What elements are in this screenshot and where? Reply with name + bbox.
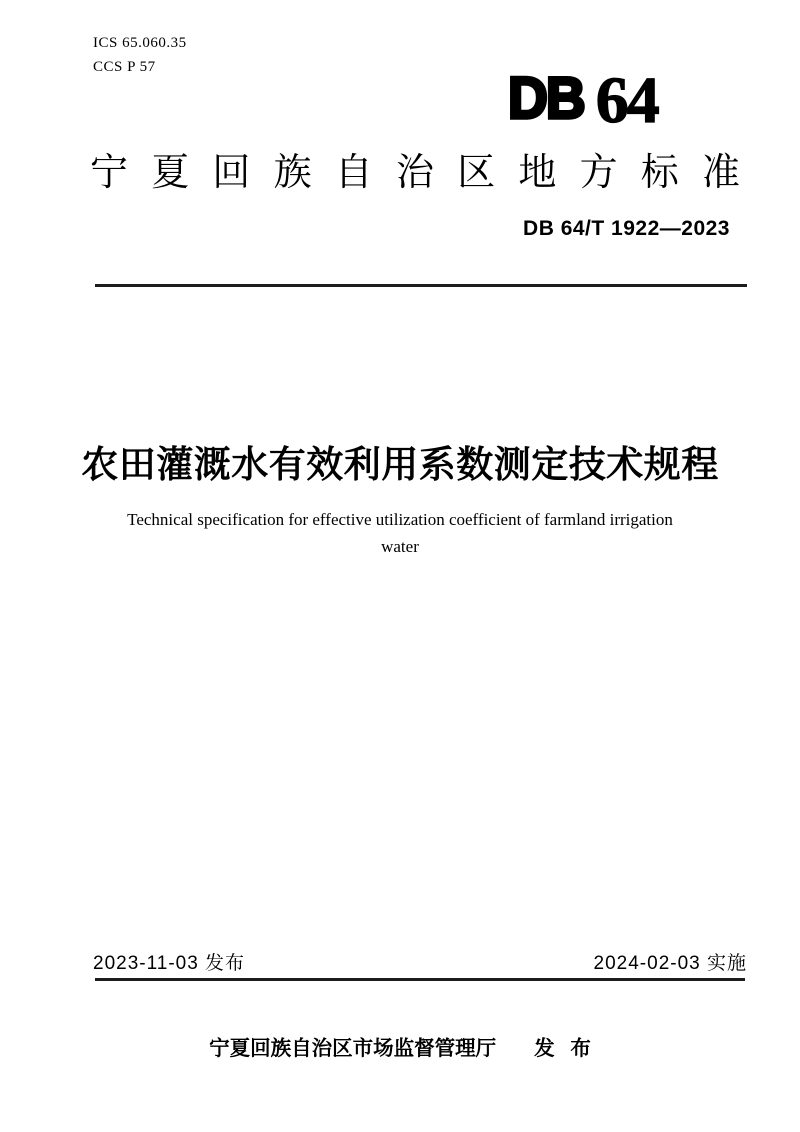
issue-date: 2023-11-03 发布 bbox=[93, 953, 246, 974]
ics-code: ICS 65.060.35 bbox=[93, 35, 187, 51]
standard-title-en-line1: Technical specification for effective utilization coefficient of farmland irrigation bbox=[127, 510, 673, 529]
footer-divider-line bbox=[95, 978, 745, 981]
document-number: DB 64/T 1922—2023 bbox=[523, 217, 730, 240]
classification-codes bbox=[93, 31, 187, 79]
db64-logo bbox=[508, 63, 658, 137]
publisher-name: 宁夏回族自治区市场监督管理厅 bbox=[209, 1037, 497, 1060]
standard-category-name: 宁夏回族自治区地方标准 bbox=[90, 152, 740, 194]
publisher-row bbox=[0, 1031, 800, 1061]
ccs-code: CCS P 57 bbox=[93, 59, 156, 75]
implement-date: 2024-02-03 实施 bbox=[593, 953, 747, 974]
dates-row bbox=[93, 948, 747, 975]
header-divider-line bbox=[95, 284, 747, 287]
standard-title-cn: 农田灌溉水有效利用系数测定技术规程 bbox=[81, 444, 719, 485]
db-logo-letters: DB bbox=[508, 66, 584, 131]
publish-label: 发 布 bbox=[534, 1037, 591, 1060]
region-code-number: 64 bbox=[595, 63, 658, 137]
standard-title-en bbox=[0, 506, 800, 560]
standard-title-en-line2: water bbox=[381, 537, 419, 556]
